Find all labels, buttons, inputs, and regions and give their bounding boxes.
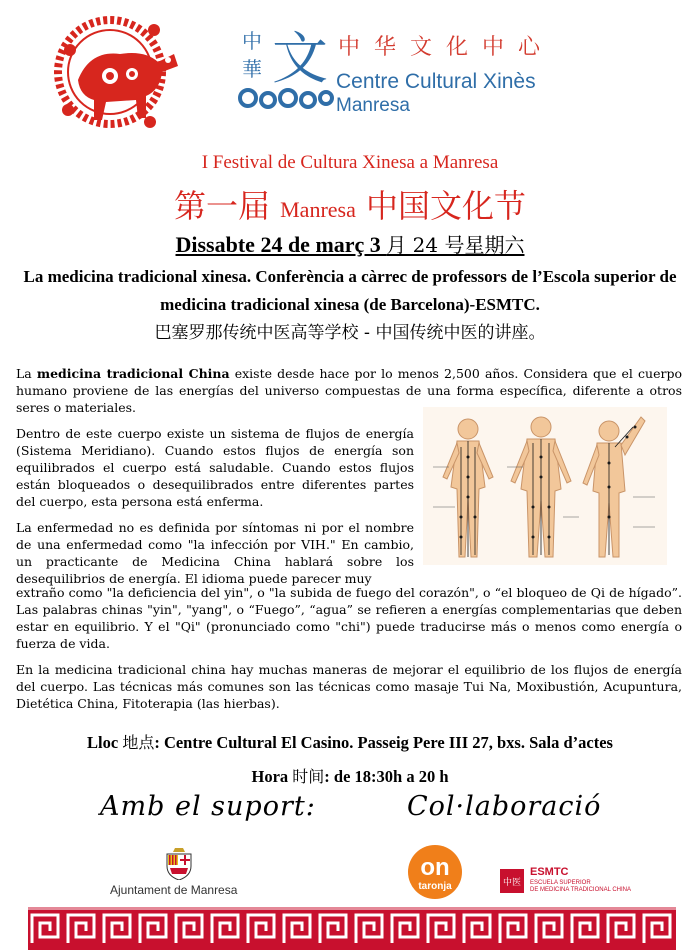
festival-title-cn-latin: Manresa	[280, 197, 356, 222]
paragraph-intro-rest: existe desde hace por lo menos 2,500 años. Considera que el cuerpo humano proviene de las energías del universo compuestas de una forma específica, diferente a otros seres o materiales.	[16, 366, 682, 415]
decorative-fret-border	[28, 907, 676, 950]
logo-city: Manresa	[336, 95, 410, 116]
paragraph-meridian: Dentro de este cuerpo existe un sistema de flujos de energía (Sistema Meridiano). Cuando estos flujos de energía son equilibrados el cuerpo está saludable. Cuando estos flujos están bloqueados o desequilibrados entre diferentes partes del cuerpo, esta persona está enferma.	[16, 426, 414, 509]
esmtc-subtitle-line1: ESCUELA SUPERIOR	[530, 880, 591, 886]
support-label: Amb el suport:	[100, 791, 316, 822]
ontaronja-logo	[408, 845, 462, 899]
paragraph-illness-cont: extraño como "la deficiencia del yin", o "la subida de fuego del corazón", o “el bloqueo de Qi de hígado”. Las palabras chinas "yin", "yang", o “Fuego”, “agua” se refieren a energías complementarias que deben estar en equilibrio. Y el "Qi" (pronunciado como "chi") puede traducirse más o menos como energía o fuerza de vida.	[16, 585, 682, 651]
collaboration-label: Col·laboració	[407, 791, 602, 822]
svg-text:文: 文	[272, 27, 328, 92]
time-text: : de 18:30h a 20 h	[324, 767, 449, 786]
venue-line	[0, 730, 700, 753]
festival-title: I Festival de Cultura Xinesa a Manresa	[201, 152, 499, 173]
time-label: Hora	[251, 767, 293, 786]
ajuntament-crest-icon	[164, 848, 194, 880]
esmtc-mark-text: 中医	[502, 878, 522, 888]
venue-text: : Centre Cultural El Casino. Passeig Pere III 27, bxs. Sala d’actes	[154, 733, 613, 752]
acupuncture-meridian-figure	[423, 407, 667, 565]
venue-label: Lloc	[87, 733, 123, 752]
paragraph-intro-prefix: La	[16, 366, 37, 381]
ontaronja-on-text: on	[420, 854, 450, 881]
time-line	[0, 764, 700, 787]
lecture-title: La medicina tradicional xinesa. Conferència a càrrec de professors de l’Escola superior de medicina tradicional xinesa (de Barcelona)-ESMTC.	[23, 267, 677, 314]
festival-title-cn-part2: 中国文化节	[355, 187, 527, 225]
event-date-latin: Dissabte 24 de març 3	[175, 232, 387, 257]
esmtc-subtitle-line2: DE MEDICINA TRADICIONAL CHINA	[530, 887, 632, 893]
event-date	[0, 229, 700, 258]
festival-title-cn-part1: 第一届	[173, 187, 281, 225]
paragraph-illness: La enfermedad no es definida por síntomas ni por el nombre de una enfermedad como "la infección por VIH." En cambio, un practicante de Medicina China hablará sobre los desequilibrios de energía. El idioma puede parecer muy	[16, 520, 414, 586]
lecture-title-chinese: 巴塞罗那传统中医高等学校 - 中国传统中医的讲座。	[154, 323, 546, 343]
venue-label-chinese: 地点	[122, 733, 155, 752]
esmtc-name: ESMTC	[530, 866, 569, 878]
paragraph-techniques: En la medicina tradicional china hay muchas maneras de mejorar el equilibrio de los flujos de energía del cuerpo. Las técnicas más comunes son las técnicas como masaje Tui Na, Moxibustión, Acupuntura, Dietética China, Fitoterapia (las hierbas).	[16, 662, 682, 711]
festival-title-chinese	[0, 181, 700, 227]
event-date-chinese: 月 24 号星期六	[386, 233, 525, 257]
esmtc-logo-mark	[500, 869, 524, 893]
svg-text:中: 中	[242, 29, 262, 53]
ajuntament-label: Ajuntament de Manresa	[110, 883, 238, 897]
centre-logo-mark	[238, 26, 334, 118]
ontaronja-name-text: taronja	[418, 881, 452, 892]
paragraph-intro-bold: medicina tradicional China	[36, 366, 230, 381]
time-label-chinese: 时间	[292, 767, 325, 786]
paper-cut-ox-illustration	[50, 10, 190, 150]
logo-chinese-title: 中华文化中心	[338, 35, 555, 60]
logo-name: Centre Cultural Xinès	[336, 70, 536, 93]
svg-text:華: 華	[242, 57, 262, 81]
